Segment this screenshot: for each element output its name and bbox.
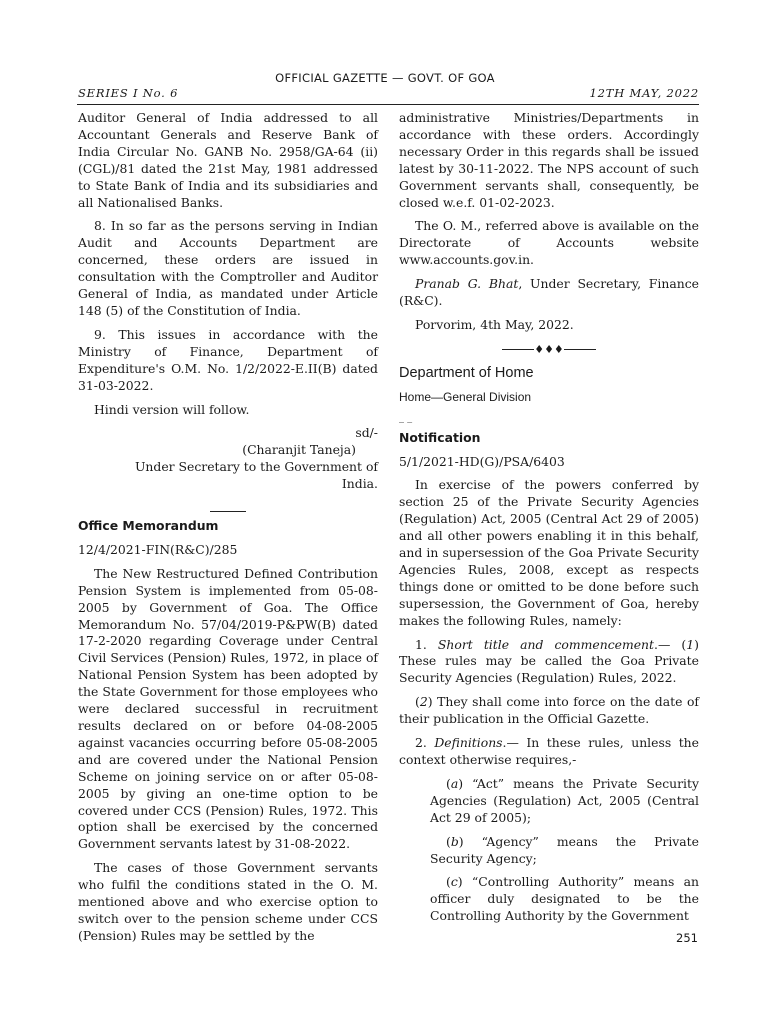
definition-a-letter: a <box>450 775 459 791</box>
paragraph-om-website: The O. M., referred above is available on the Directorate of Accounts website www.accounts.gov.in. <box>399 218 699 268</box>
definition-a-open: ( <box>446 775 451 791</box>
rule-1-2-subnumber: 2 <box>419 694 428 710</box>
rule-2-text: .— In these rules, unless the context otherwise requires,- <box>399 735 699 767</box>
signatory-name-italic: Pranab G. Bhat <box>415 276 519 292</box>
definition-b <box>430 834 699 868</box>
header-rule <box>77 104 699 105</box>
office-memorandum-paragraph-2: The cases of those Government servants who fulfil the conditions stated in the O. M. mentioned above and who exercise option to switch over to the pension scheme under CCS (Pension) Rules may be settled by the <box>78 860 378 943</box>
office-memorandum-heading: Office Memorandum <box>78 518 219 534</box>
notification-preamble: In exercise of the powers conferred by section 25 of the Private Security Agencies (Regulation) Act, 2005 (Central Act 29 of 2005) and all other powers enabling it in this behalf, and in supersession of the Goa Private Security Agencies Rules, 2008, except as respects things done or omitted to be done before such supersession, the Government of Goa, hereby makes the following Rules, namely: <box>399 477 699 628</box>
rule-1-number: 1. <box>415 636 438 652</box>
paragraph-signatory <box>399 276 699 310</box>
ornament-diamonds: ♦♦♦ <box>534 342 564 356</box>
rule-2-title: Definitions <box>434 735 503 751</box>
department-heading: Department of Home <box>399 364 534 381</box>
ornament-separator <box>399 342 699 359</box>
page-number: 251 <box>676 931 698 945</box>
right-column <box>399 110 699 932</box>
rule-1-2-text: ) They shall come into force on the date of their publication in the Official Gazette. <box>399 694 699 727</box>
hindi-version-note: Hindi version will follow. <box>94 401 250 417</box>
place-date: Porvorim, 4th May, 2022. <box>415 316 574 332</box>
left-column <box>78 110 378 952</box>
issue-date: 12TH MAY, 2022 <box>589 86 699 100</box>
rule-1 <box>399 637 699 688</box>
section-divider <box>210 511 246 512</box>
definition-b-letter: b <box>450 833 459 849</box>
notification-heading: Notification <box>399 429 481 445</box>
signatory-name: (Charanjit Taneja) <box>242 442 356 458</box>
definition-c-text: ) “Controlling Authority” means an officer duly designated to be the Controlling Authority by the Government <box>430 874 699 924</box>
paragraph-8: 8. In so far as the persons serving in Indian Audit and Accounts Department are concerned, these orders are issued in consultation with the Comptroller and Auditor General of India, as mandated under Article 148 (5) of the Constitution of India. <box>78 218 378 318</box>
office-memorandum-paragraph-1: The New Restructured Defined Contribution Pension System is implemented from 05-08-2005 by Government of Goa. The Office Memorandum No. 57/04/2019-P&PW(B) dated 17-2-2020 regarding Coverage under Central Civil Services (Pension) Rules, 1972, in place of National Pension System has been adopted by the State Government for those employees who were declared successful in recruitment results declared on or before 04-08-2005 against vacancies occurring before 05-08-2005 and are covered under the National Pension Scheme on joining service on or after 05-08-2005 by giving an one-time option to be covered under CCS (Pension) Rules, 1972. This option shall be exercised by the concerned Government servants latest by 31-08-2022. <box>78 565 378 852</box>
definition-c-letter: c <box>450 874 458 890</box>
definition-c-open: ( <box>446 874 451 890</box>
definition-a <box>430 776 699 827</box>
paragraph-auditor-text: Auditor General of India addressed to all Accountant Generals and Reserve Bank of India Circular No. GANB No. 2958/GA-64 (ii) (CGL)/81 dated the 21st May, 1981 addressed to State Bank of India and its subsidiaries and all Nationalised Banks. <box>78 110 378 210</box>
signatory-designation: Under Secretary to the Government of India. <box>134 459 378 492</box>
gazette-title: OFFICIAL GAZETTE — GOVT. OF GOA <box>275 71 495 85</box>
rule-2 <box>399 735 699 769</box>
division-heading: Home—General Division <box>399 389 532 404</box>
rule-2-number: 2. <box>415 735 435 751</box>
paragraph-ministries: administrative Ministries/Departments in accordance with these orders. Accordingly necessary Order in this regards shall be issued latest by 30-11-2022. The NPS account of such Government servants shall, consequently, be closed w.e.f. 01-02-2023. <box>399 110 699 210</box>
rule-1-title: Short title and commencement <box>437 636 655 652</box>
rule-1-2-open: ( <box>415 694 420 710</box>
rule-1-2 <box>399 694 699 728</box>
rule-1-text: ) These rules may be called the Goa Private Security Agencies (Regulation) Rules, 2022. <box>399 636 699 686</box>
signature-sd: sd/- <box>355 425 378 441</box>
definition-a-text: ) “Act” means the Private Security Agencies (Regulation) Act, 2005 (Central Act 29 of 2005); <box>430 775 699 825</box>
ornament-line-left <box>502 349 534 350</box>
rule-1-dash: .— ( <box>654 636 687 652</box>
notification-ref: 5/1/2021-HD(G)/PSA/6403 <box>399 453 565 469</box>
paragraph-9: 9. This issues in accordance with the Ministry of Finance, Department of Expenditure's O.M. No. 1/2/2022-E.II(B) dated 31-03-2022. <box>78 326 378 393</box>
paragraph-auditor <box>78 110 378 211</box>
series-number: SERIES I No. 6 <box>78 86 179 100</box>
office-memorandum-ref: 12/4/2021-FIN(R&C)/285 <box>78 541 238 557</box>
signatory-rest: , Under Secretary, Finance (R&C). <box>399 276 699 309</box>
small-separator: _ _ <box>399 411 413 423</box>
definition-b-open: ( <box>446 833 451 849</box>
ornament-line-right <box>564 349 596 350</box>
definition-b-text: ) “Agency” means the Private Security Agency; <box>430 833 699 866</box>
definition-c <box>430 874 699 925</box>
rule-1-subnumber: 1 <box>686 636 695 652</box>
